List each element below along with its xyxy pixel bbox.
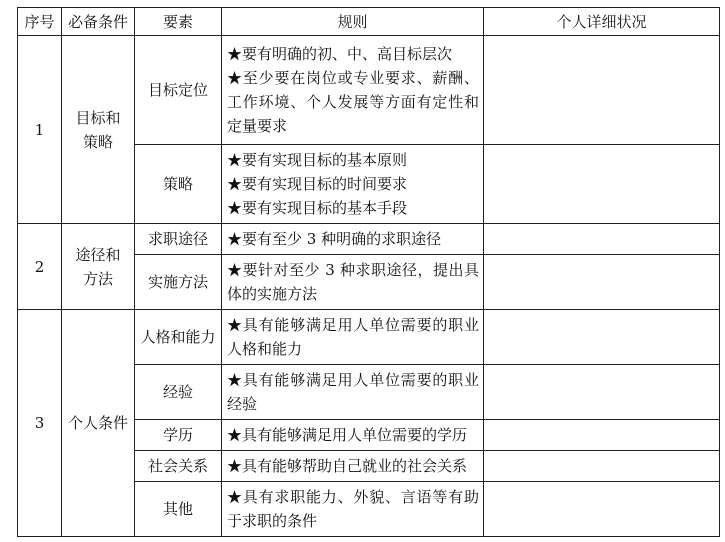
element-cell: 社会关系 (135, 451, 222, 482)
rule-cell: ★具有能够帮助自己就业的社会关系 (222, 451, 484, 482)
element-cell: 经验 (135, 365, 222, 420)
group-condition: 个人条件 (62, 310, 135, 537)
group-number: 3 (18, 310, 62, 537)
element-cell: 人格和能力 (135, 310, 222, 365)
rule-cell: ★要针对至少 3 种求职途径，提出具体的实施方法 (222, 255, 484, 310)
element-cell: 策略 (135, 145, 222, 224)
rule-cell: ★具有求职能力、外貌、言语等有助于求职的条件 (222, 482, 484, 537)
detail-cell[interactable] (484, 145, 720, 224)
header-number: 序号 (18, 8, 62, 36)
header-rule: 规则 (222, 8, 484, 36)
rule-cell: ★要有至少 3 种明确的求职途径 (222, 224, 484, 255)
group-condition: 目标和 策略 (62, 36, 135, 224)
detail-cell[interactable] (484, 255, 720, 310)
detail-cell[interactable] (484, 420, 720, 451)
detail-cell[interactable] (484, 224, 720, 255)
detail-cell[interactable] (484, 310, 720, 365)
element-cell: 其他 (135, 482, 222, 537)
rule-cell: ★具有能够满足用人单位需要的职业人格和能力 (222, 310, 484, 365)
element-cell: 实施方法 (135, 255, 222, 310)
rule-cell: ★具有能够满足用人单位需要的职业经验 (222, 365, 484, 420)
element-cell: 目标定位 (135, 36, 222, 145)
element-cell: 求职途径 (135, 224, 222, 255)
rule-cell: ★要有实现目标的基本原则 ★要有实现目标的时间要求 ★要有实现目标的基本手段 (222, 145, 484, 224)
rule-cell: ★要有明确的初、中、高目标层次 ★至少要在岗位或专业要求、薪酬、工作环境、个人发展等方面有定性和定量要求 (222, 36, 484, 145)
element-cell: 学历 (135, 420, 222, 451)
detail-cell[interactable] (484, 451, 720, 482)
detail-cell[interactable] (484, 365, 720, 420)
group-number: 2 (18, 224, 62, 310)
group-condition: 途径和 方法 (62, 224, 135, 310)
header-detail: 个人详细状况 (484, 8, 720, 36)
table-row (18, 310, 720, 365)
career-plan-table (17, 7, 720, 537)
group-number: 1 (18, 36, 62, 224)
rule-cell: ★具有能够满足用人单位需要的学历 (222, 420, 484, 451)
detail-cell[interactable] (484, 36, 720, 145)
header-row (18, 8, 720, 36)
header-condition: 必备条件 (62, 8, 135, 36)
table-row (18, 36, 720, 145)
detail-cell[interactable] (484, 482, 720, 537)
table-row (18, 224, 720, 255)
header-element: 要素 (135, 8, 222, 36)
